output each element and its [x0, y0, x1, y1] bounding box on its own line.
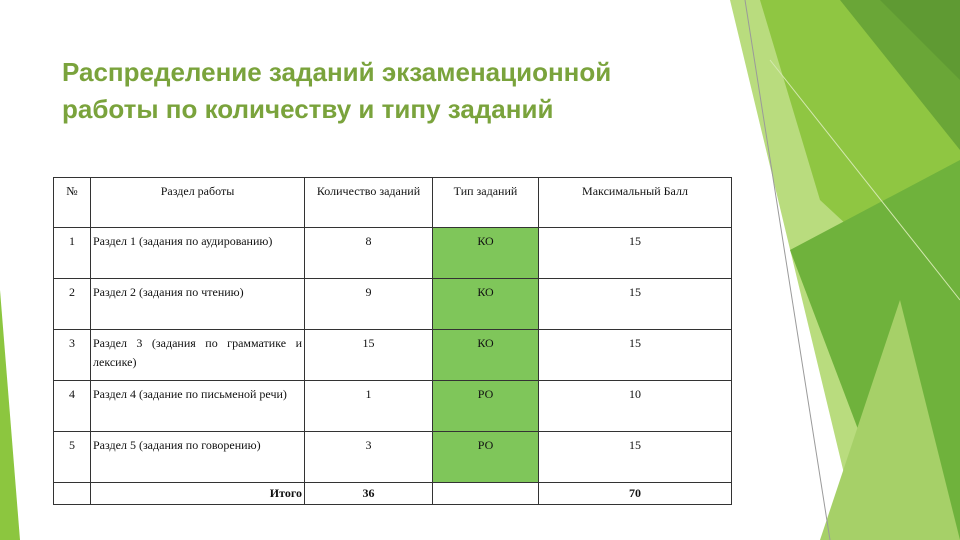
- slide-title-line-1: Распределение заданий экзаменационной: [62, 57, 612, 87]
- row-num: 4: [54, 381, 91, 432]
- row-count: 1: [305, 381, 433, 432]
- tasks-distribution-table: [53, 177, 732, 505]
- row-max: 15: [539, 228, 732, 279]
- row-max: 15: [539, 330, 732, 381]
- row-type: РО: [433, 381, 539, 432]
- row-num: 2: [54, 279, 91, 330]
- total-type: [433, 483, 539, 505]
- row-count: 15: [305, 330, 433, 381]
- table-row: [54, 279, 732, 330]
- table-row: [54, 432, 732, 483]
- slide-title-line-2: работы по количеству и типу заданий: [62, 94, 554, 124]
- row-type: КО: [433, 279, 539, 330]
- row-section: Раздел 3 (задания по грамматике и лексике): [91, 330, 305, 381]
- row-max: 15: [539, 279, 732, 330]
- table-row: [54, 228, 732, 279]
- row-num: 1: [54, 228, 91, 279]
- header-section: Раздел работы: [91, 178, 305, 228]
- header-type: Тип заданий: [433, 178, 539, 228]
- row-max: 15: [539, 432, 732, 483]
- row-section: Раздел 1 (задания по аудированию): [91, 228, 305, 279]
- row-num: 3: [54, 330, 91, 381]
- row-count: 8: [305, 228, 433, 279]
- table-row: [54, 330, 732, 381]
- row-count: 9: [305, 279, 433, 330]
- table-header-row: [54, 178, 732, 228]
- slide-title: [62, 54, 762, 128]
- row-type: КО: [433, 228, 539, 279]
- table-row: [54, 381, 732, 432]
- total-count: 36: [305, 483, 433, 505]
- total-row: [54, 483, 732, 505]
- row-type: КО: [433, 330, 539, 381]
- row-num: 5: [54, 432, 91, 483]
- total-label: Итого: [91, 483, 305, 505]
- row-type: РО: [433, 432, 539, 483]
- row-max: 10: [539, 381, 732, 432]
- row-count: 3: [305, 432, 433, 483]
- row-section: Раздел 4 (задание по письменой речи): [91, 381, 305, 432]
- header-count: Количество заданий: [305, 178, 433, 228]
- row-section: Раздел 2 (задания по чтению): [91, 279, 305, 330]
- total-empty-num: [54, 483, 91, 505]
- header-num: №: [54, 178, 91, 228]
- row-section: Раздел 5 (задания по говорению): [91, 432, 305, 483]
- header-max: Максимальный Балл: [539, 178, 732, 228]
- total-max: 70: [539, 483, 732, 505]
